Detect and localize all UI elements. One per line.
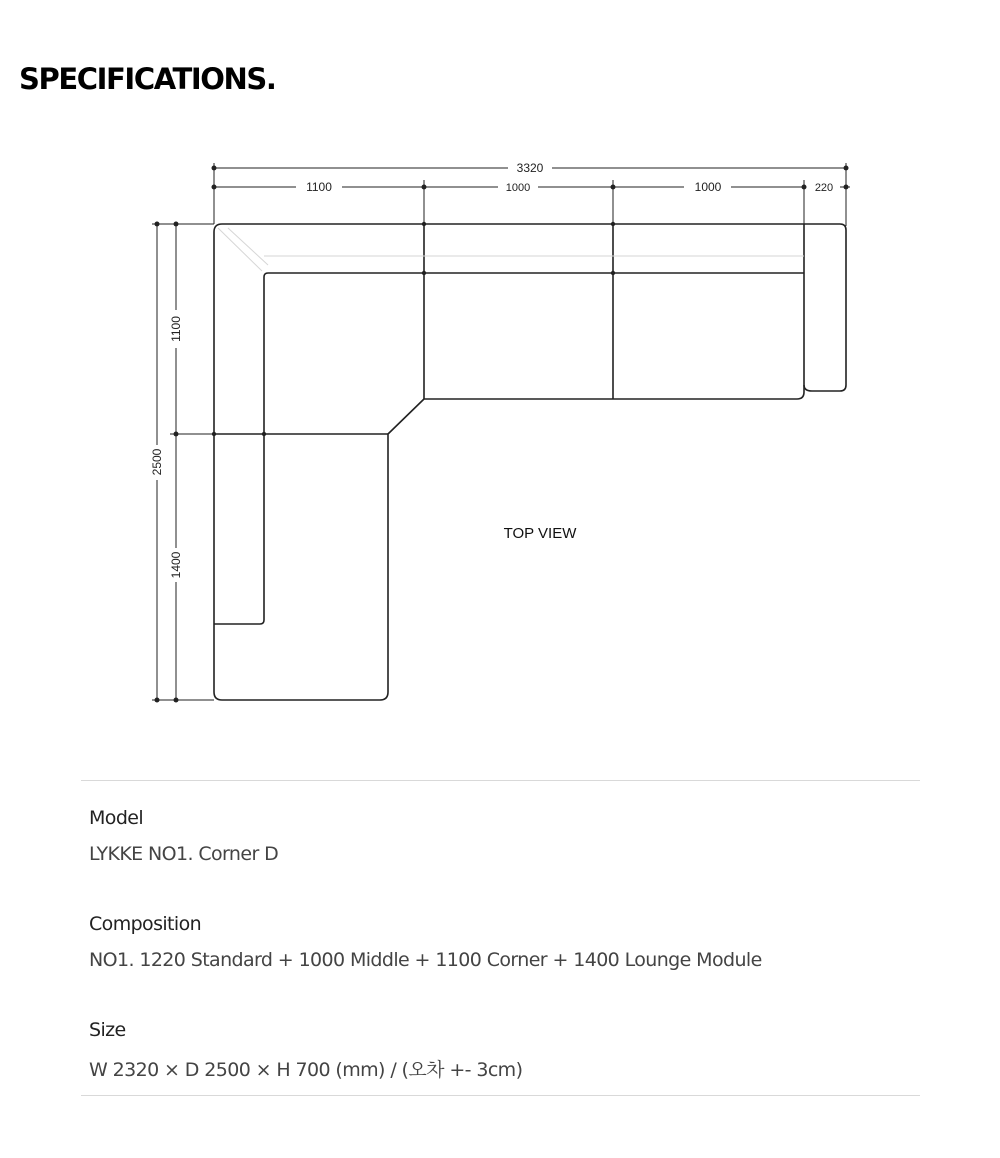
spec-size-value: W 2320 × D 2500 × H 700 (mm) / (오차 +- 3cm): [89, 1059, 523, 1081]
dim-total-depth: 2500: [150, 448, 164, 476]
dim-module-3: 1000: [694, 180, 722, 194]
sofa-outline: [214, 224, 846, 700]
dim-total-width: 3320: [516, 161, 544, 175]
dim-depth-upper: 1100: [169, 316, 183, 342]
spec-model-label: Model: [89, 807, 144, 829]
spec-size-label: Size: [89, 1019, 126, 1041]
divider-bottom: [81, 1095, 920, 1096]
divider-top: [81, 780, 920, 781]
dim-module-1: 1100: [306, 180, 332, 194]
top-view-label: TOP VIEW: [503, 525, 577, 542]
spec-composition-label: Composition: [89, 913, 202, 935]
page-title: SPECIFICATIONS.: [19, 62, 276, 96]
spec-model-value: LYKKE NO1. Corner D: [89, 843, 279, 865]
dim-arm: 220: [814, 182, 834, 194]
dim-module-2: 1000: [505, 182, 531, 194]
dim-depth-lower: 1400: [169, 551, 183, 579]
module-joint-dots: [212, 222, 615, 436]
spec-composition-value: NO1. 1220 Standard + 1000 Middle + 1100 Corner + 1400 Lounge Module: [89, 949, 762, 971]
corner-seam-lines: [218, 228, 804, 271]
dimension-lines: [152, 163, 850, 700]
